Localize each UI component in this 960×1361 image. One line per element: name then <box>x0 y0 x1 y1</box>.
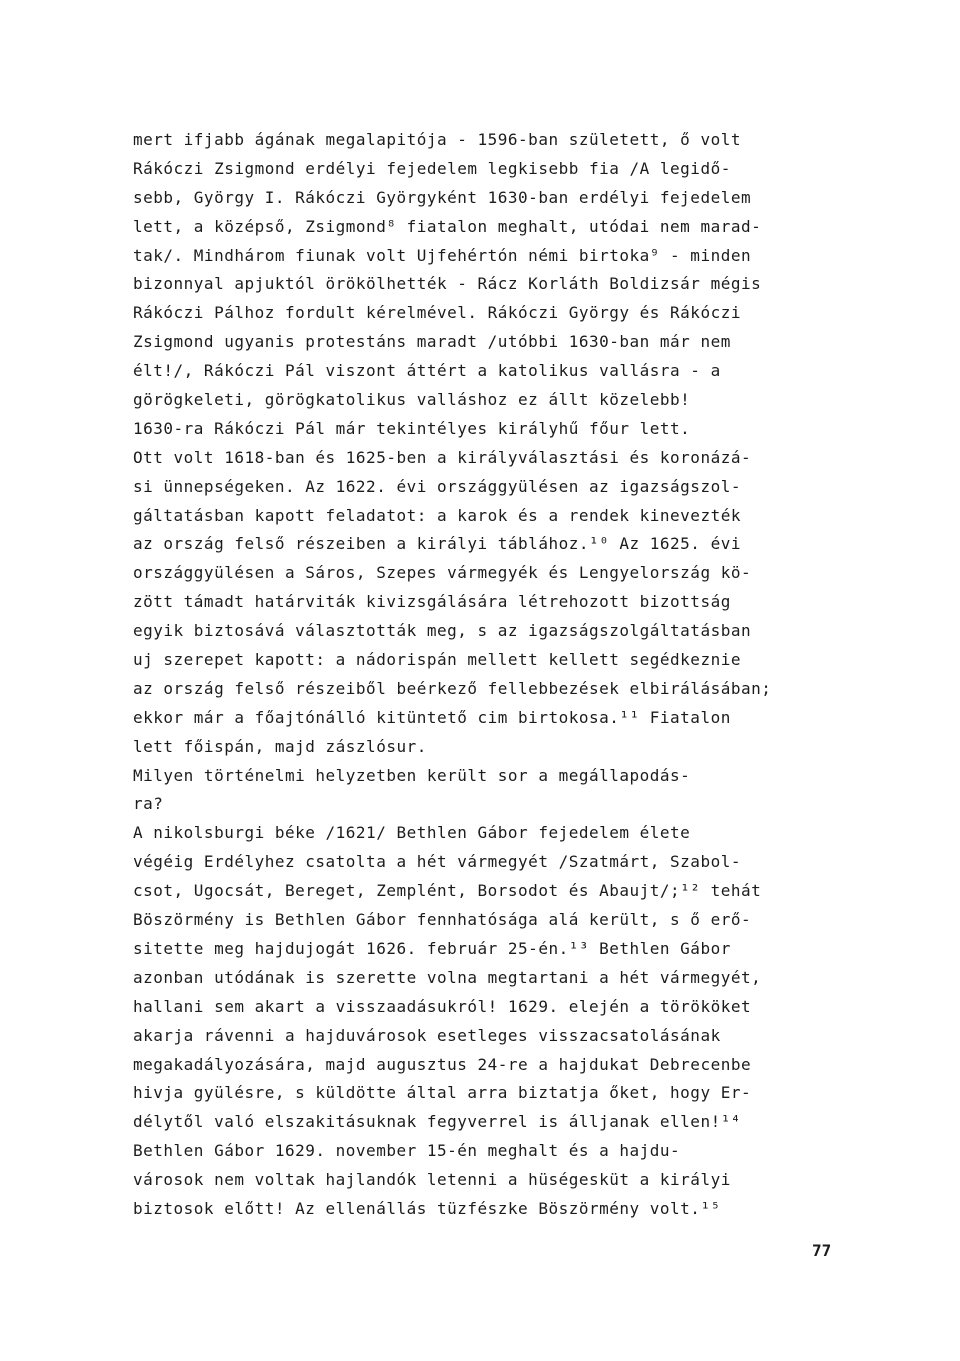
text-line: tak/. Mindhárom fiunak volt Ujfehértón némi birtoka⁹ - minden <box>133 245 752 265</box>
text-line: Böszörmény is Bethlen Gábor fennhatósága alá került, s ő erő- <box>133 910 752 930</box>
text-line: A nikolsburgi béke /1621/ Bethlen Gábor fejedelem élete <box>133 823 691 843</box>
text-line: hallani sem akart a visszaadásukról! 1629. elején a törököket <box>133 996 752 1016</box>
text-line: biztosok előtt! Az ellenállás tüzfészke Böszörmény volt.¹⁵ <box>133 1198 721 1218</box>
text-line: 1630-ra Rákóczi Pál már tekintélyes királyhű főur lett. <box>133 418 691 438</box>
text-line: Zsigmond ugyanis protestáns maradt /utóbbi 1630-ban már nem <box>133 332 731 352</box>
text-line: végéig Erdélyhez csatolta a hét vármegyét /Szatmárt, Szabol- <box>133 852 741 872</box>
text-line: ekkor már a főajtónálló kitüntető cim birtokosa.¹¹ Fiatalon <box>133 707 731 727</box>
text-line: városok nem voltak hajlandók letenni a hüségesküt a királyi <box>133 1170 731 1190</box>
text-line: lett főispán, majd zászlósur. <box>133 736 427 756</box>
text-line: uj szerepet kapott: a nádorispán mellett kellett segédkeznie <box>133 650 741 670</box>
text-line: Ott volt 1618-ban és 1625-ben a királyválasztási és koronázá- <box>133 447 752 467</box>
text-line: élt!/, Rákóczi Pál viszont áttért a katolikus vallásra - a <box>133 361 721 381</box>
text-line: bizonnyal apjuktól örökölhették - Rácz Korláth Boldizsár mégis <box>133 274 762 294</box>
text-line: délytől való elszakitásuknak fegyverrel is álljanak ellen!¹⁴ <box>133 1112 741 1132</box>
text-line: egyik biztosává választották meg, s az igazságszolgáltatásban <box>133 621 752 641</box>
text-line: akarja rávenni a hajduvárosok esetleges visszacsatolásának <box>133 1025 721 1045</box>
text-line: zött támadt határviták kivizsgálására létrehozott bizottság <box>133 592 731 612</box>
text-line: azonban utódának is szerette volna megtartani a hét vármegyét, <box>133 967 762 987</box>
text-line: csot, Ugocsát, Bereget, Zemplént, Borsodot és Abaujt/;¹² tehát <box>133 881 762 901</box>
text-line: si ünnepségeken. Az 1622. évi országgyülésen az igazságszol- <box>133 476 741 496</box>
text-line: görögkeleti, görögkatolikus valláshoz ez állt közelebb! <box>133 390 691 410</box>
text-line: ra? <box>133 794 164 814</box>
text-line: Rákóczi Zsigmond erdélyi fejedelem legkisebb fia /A legidő- <box>133 158 731 178</box>
page-number: 77 <box>812 1241 832 1260</box>
text-line: országgyülésen a Sáros, Szepes vármegyék és Lengyelország kö- <box>133 563 752 583</box>
text-line: mert ifjabb ágának megalapitója - 1596-ban született, ő volt <box>133 130 741 149</box>
text-line: Rákóczi Pálhoz fordult kérelmével. Rákóczi György és Rákóczi <box>133 303 741 323</box>
text-line: az ország felső részeiben a királyi táblához.¹⁰ Az 1625. évi <box>133 534 741 554</box>
text-line: Milyen történelmi helyzetben került sor a megállapodás- <box>133 765 691 785</box>
text-line: Bethlen Gábor 1629. november 15-én meghalt és a hajdu- <box>133 1141 681 1161</box>
text-line: lett, a középső, Zsigmond⁸ fiatalon meghalt, utódai nem marad- <box>133 216 762 236</box>
text-line: megakadályozására, majd augusztus 24-re a hajdukat Debrecenbe <box>133 1054 752 1074</box>
text-line: sebb, György I. Rákóczi Györgyként 1630-ban erdélyi fejedelem <box>133 187 752 207</box>
text-line: hivja gyülésre, s küldötte által arra biztatja őket, hogy Er- <box>133 1083 752 1103</box>
text-line: az ország felső részeiből beérkező fellebbezések elbirálásában; <box>133 678 772 698</box>
body-text <box>133 126 853 1224</box>
text-line: gáltatásban kapott feladatot: a karok és a rendek kinevezték <box>133 505 741 525</box>
text-line: sitette meg hajdujogát 1626. február 25-én.¹³ Bethlen Gábor <box>133 938 731 958</box>
